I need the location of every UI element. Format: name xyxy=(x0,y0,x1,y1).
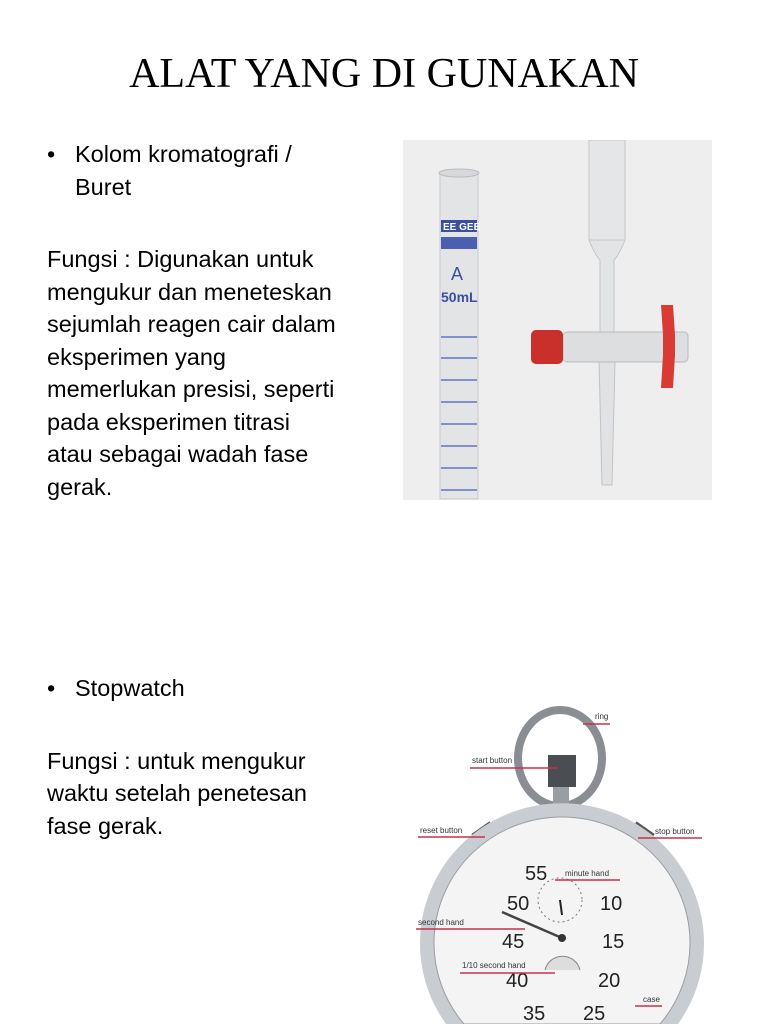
slide-title: ALAT YANG DI GUNAKAN xyxy=(129,51,639,97)
start-button-label: start button xyxy=(472,756,513,765)
tenth-second-hand-label: 1/10 second hand xyxy=(462,961,526,970)
buret-function-text: Fungsi : Digunakan untuk mengukur dan meneteskan sejumlah reagen cair dalam eksperimen yang memerlukan presisi, seperti pada eksperimen titrasi atau sebagai wadah fase gerak. xyxy=(47,246,336,500)
bullet-item-stopwatch xyxy=(47,672,397,705)
item-label: Stopwatch xyxy=(75,675,185,701)
dial-number: 10 xyxy=(600,893,623,915)
dial-number: 20 xyxy=(598,970,621,992)
stopwatch-section xyxy=(47,672,397,842)
ring-label: ring xyxy=(595,712,609,721)
buret-section xyxy=(47,138,397,503)
item-label: Kolom kromatografi / Buret xyxy=(75,141,292,200)
bullet-icon: • xyxy=(47,675,56,701)
bullet-item-buret xyxy=(47,138,397,203)
dial-number: 25 xyxy=(583,1003,606,1024)
dial-number: 40 xyxy=(506,970,529,992)
stop-button-label: stop button xyxy=(655,827,695,836)
dial-number: 55 xyxy=(525,863,548,885)
case-label: case xyxy=(643,995,660,1004)
second-hand-label: second hand xyxy=(418,918,464,927)
buret-brand-text: EE GEE xyxy=(443,222,481,233)
stopwatch-function-text: Fungsi : untuk mengukur waktu setelah penetesan fase gerak. xyxy=(47,747,307,839)
stopwatch-image xyxy=(410,700,750,1024)
minute-hand-label: minute hand xyxy=(565,869,610,878)
dial-number: 35 xyxy=(523,1003,546,1024)
dial-number: 15 xyxy=(602,931,625,953)
dial-number: 45 xyxy=(502,931,525,953)
buret-image xyxy=(403,140,712,500)
dial-number: 50 xyxy=(507,893,530,915)
bullet-icon: • xyxy=(47,141,56,167)
reset-button-label: reset button xyxy=(420,826,463,835)
buret-class-text: A xyxy=(451,264,464,284)
buret-volume-text: 50mL xyxy=(441,289,478,305)
